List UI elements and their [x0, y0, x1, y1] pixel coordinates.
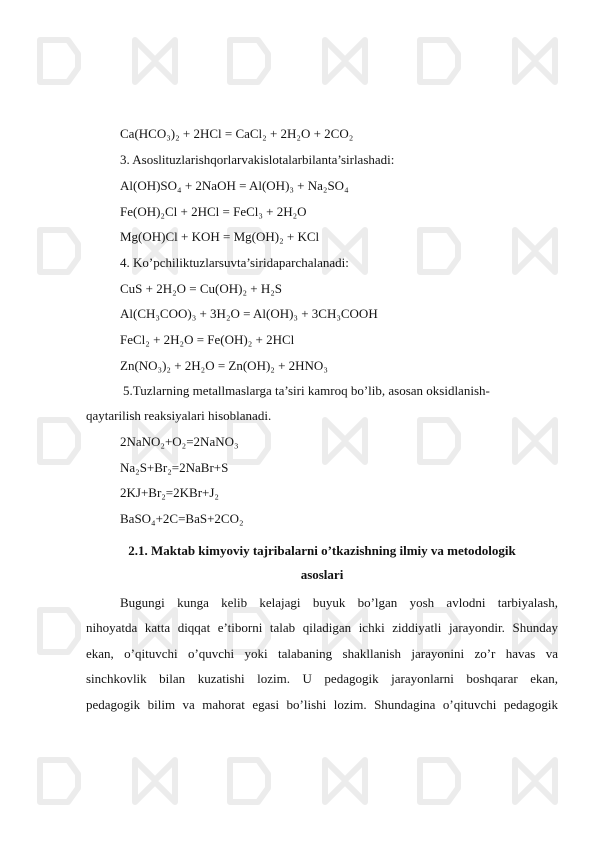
equation-line: Mg(OH)Cl + KOH = Mg(OH)₂ + KCl: [120, 229, 320, 244]
paragraph-line: ekan, o’qituvchi o’quvchi yoki talabaning shakllanish jarayonini zo’r havas va: [86, 646, 558, 661]
section-heading-continued: asoslari: [300, 567, 344, 582]
equation-line: Al(CH₃COO)₃ + 3H₂O = Al(OH)₃ + 3CH₃COOH: [120, 306, 378, 321]
section-heading: 2.1. Maktab kimyoviy tajribalarni o’tkazishning ilmiy va metodologik: [128, 543, 516, 558]
equation-line: 2NaNO₂+O₂=2NaNO₃: [120, 434, 239, 449]
section-item-4: 4. Ko’pchiliktuzlarsuvta’siridaparchalanadi:: [120, 255, 349, 270]
equation-line: Na₂S+Br₂=2NaBr+S: [120, 460, 229, 475]
section-item-5-continued: qaytarilish reaksiyalari hisoblanadi.: [86, 408, 272, 423]
section-item-5: 5.Tuzlarning metallmaslarga ta’siri kamroq bo’lib, asosan oksidlanish-: [123, 383, 490, 398]
equation-line: FeCl₂ + 2H₂O = Fe(OH)₂ + 2HCl: [120, 332, 295, 347]
watermark-row: [40, 40, 555, 82]
paragraph-line: pedagogik bilim va mahorat egasi bo’lishi lozim. Shundagina o’qituvchi pedagogik: [86, 697, 558, 712]
paragraph-line: nihoyatda katta diqqat e’tiborni talab qiladigan ichki ziddiyatli jarayondir. Shunday: [86, 620, 558, 635]
section-item-3: 3. Asoslituzlarishqorlarvakislotalarbilanta’sirlashadi:: [120, 152, 395, 167]
equation-line: Al(OH)SO₄ + 2NaOH = Al(OH)₃ + Na₂SO₄: [120, 178, 349, 193]
equation-line: Zn(NO₃)₂ + 2H₂O = Zn(OH)₂ + 2HNO₃: [120, 358, 328, 373]
paragraph-line: sinchkovlik bilan kuzatishi lozim. U pedagogik jarayonlarni boshqarar ekan,: [86, 671, 558, 686]
equation-line: Ca(HCO₃)₂ + 2HCl = CaCl₂ + 2H₂O + 2CO₂: [120, 126, 354, 141]
equation-line: CuS + 2H₂O = Cu(OH)₂ + H₂S: [120, 281, 282, 296]
equation-line: Fe(OH)₂Cl + 2HCl = FeCl₃ + 2H₂O: [120, 204, 307, 219]
paragraph-line: Bugungi kunga kelib kelajagi buyuk bo’lgan yosh avlodni tarbiyalash,: [120, 595, 558, 610]
equation-line: 2KJ+Br₂=2KBr+J₂: [120, 485, 219, 500]
equation-line: BaSO₄+2C=BaS+2CO₂: [120, 511, 244, 526]
